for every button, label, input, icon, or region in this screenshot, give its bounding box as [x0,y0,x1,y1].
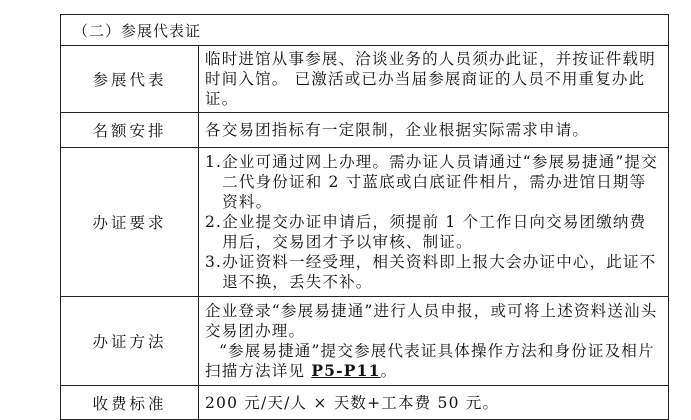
table-row [61,148,669,297]
method-line-2 [205,341,662,381]
list-text: 办证资料一经受理，相关资料即上报大会办证中心，此证不退不换，丢失不补。 [222,253,657,291]
list-text: 企业可通过网上办理。需办证人员请通过“参展易捷通”提交二代身份证和 2 寸蓝底或白底证件相片，需办进馆日期等资料。 [222,153,658,211]
list-item [205,212,662,252]
row-label-daibiao: 参展代表 [61,46,199,113]
row-label-mingge: 名额安排 [61,113,199,148]
section-header-row [61,15,669,46]
method-line-2-text: “参展易捷通”提交参展代表证具体操作方法和身份证及相片扫描方法详见 [205,342,655,380]
method-line-2-end: 。 [380,362,398,380]
list-number: 2. [205,213,223,231]
list-item [205,252,662,292]
list-number: 3. [205,253,223,271]
row-content-shoufei: 200 元/天/人 × 天数+工本费 50 元。 [199,386,669,420]
row-content-daibiao: 临时进馆从事参展、洽谈业务的人员须办此证，并按证件载明时间入馆。 已激活或已办当届参展商证的人员不用重复办此证。 [199,46,669,113]
table-row [61,386,669,420]
table-row [61,113,669,148]
list-text: 企业提交办证申请后，须提前 1 个工作日向交易团缴纳费用后，交易团才予以审核、制证。 [222,213,647,251]
page-reference-link: P5-P11 [311,361,381,380]
row-label-yaoqiu: 办证要求 [61,148,199,297]
row-content-yaoqiu [199,148,669,297]
row-content-mingge: 各交易团指标有一定限制，企业根据实际需求申请。 [199,113,669,148]
row-label-fangfa: 办证方法 [61,297,199,386]
row-content-fangfa [199,297,669,386]
table-row [61,46,669,113]
section-title: （二）参展代表证 [61,15,669,46]
table-row [61,297,669,386]
list-number: 1. [205,153,223,171]
representative-pass-table [60,14,669,420]
list-item [205,152,662,212]
row-label-shoufei: 收费标准 [61,386,199,420]
method-line-1: 企业登录“参展易捷通”进行人员申报，或可将上述资料送汕头交易团办理。 [205,302,658,340]
